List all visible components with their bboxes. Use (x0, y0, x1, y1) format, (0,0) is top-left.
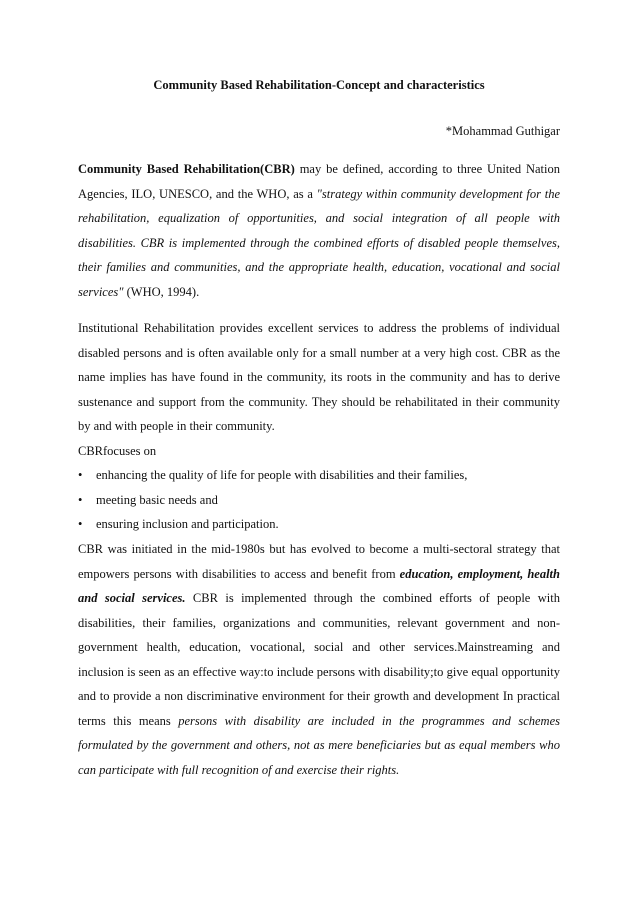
focus-list (78, 463, 560, 537)
bullet-marker: • (78, 492, 83, 507)
document-title: Community Based Rehabilitation-Concept and characteristics (153, 78, 485, 92)
cbr-term: Community Based Rehabilitation(CBR) (78, 162, 295, 176)
citation: (WHO, 1994). (123, 284, 200, 299)
paragraph-institutional-rehab (78, 316, 560, 537)
who-quote: "strategy within community development for the rehabilitation, equalization of opportunities, and social integration of all people with disabilities. CBR is implemented through the combined efforts of disabled people themselves, their families and communities, and the appropriate health, education, vocational and social services" (78, 186, 560, 299)
implementation-text: CBR is implemented through the combined efforts of people with disabilities, their families, organizations and communities, relevant government and non-government health, education, vocational, social and other services.Mainstreaming and inclusion is seen as an effective way:to include persons with disability;to give equal opportunity and to provide a non discriminative environment for their growth and development In practical terms this means (78, 591, 560, 728)
list-item: • meeting basic needs and (78, 488, 560, 513)
list-item: • ensuring inclusion and participation. (78, 512, 560, 537)
author-name: *Mohammad Guthigar (445, 124, 560, 138)
history-text: CBR was initiated in the mid-1980s but has evolved to become a multi-sectoral strategy that empowers persons with disabilities to access and benefit from (78, 542, 560, 581)
paragraph-cbr-definition (78, 157, 560, 304)
paragraph-cbr-history (78, 537, 560, 782)
inclusion-emphasis: persons with disability are included in the programmes and schemes formulated by the government and others, not as mere beneficiaries but as equal members who can participate with full recognition of and exercise their rights. (78, 713, 560, 777)
list-item: • enhancing the quality of life for people with disabilities and their families, (78, 463, 560, 488)
institutional-text: Institutional Rehabilitation provides excellent services to address the problems of individual disabled persons and is often available only for a small number at a very high cost. CBR as the name implies has have found in the community, its roots in the community and has to derive sustenance and support from the community. They should be rehabilitated in their community by and with people in their community. (78, 321, 560, 433)
focus-label: CBRfocuses on (78, 443, 157, 458)
definition-intro: may be defined, according to three United Nation Agencies, ILO, UNESCO, and the WHO, as a (78, 162, 560, 201)
services-emphasis: education, employment, health and social services. (78, 566, 560, 605)
bullet-marker: • (78, 468, 83, 482)
bullet-marker: • (78, 517, 83, 531)
